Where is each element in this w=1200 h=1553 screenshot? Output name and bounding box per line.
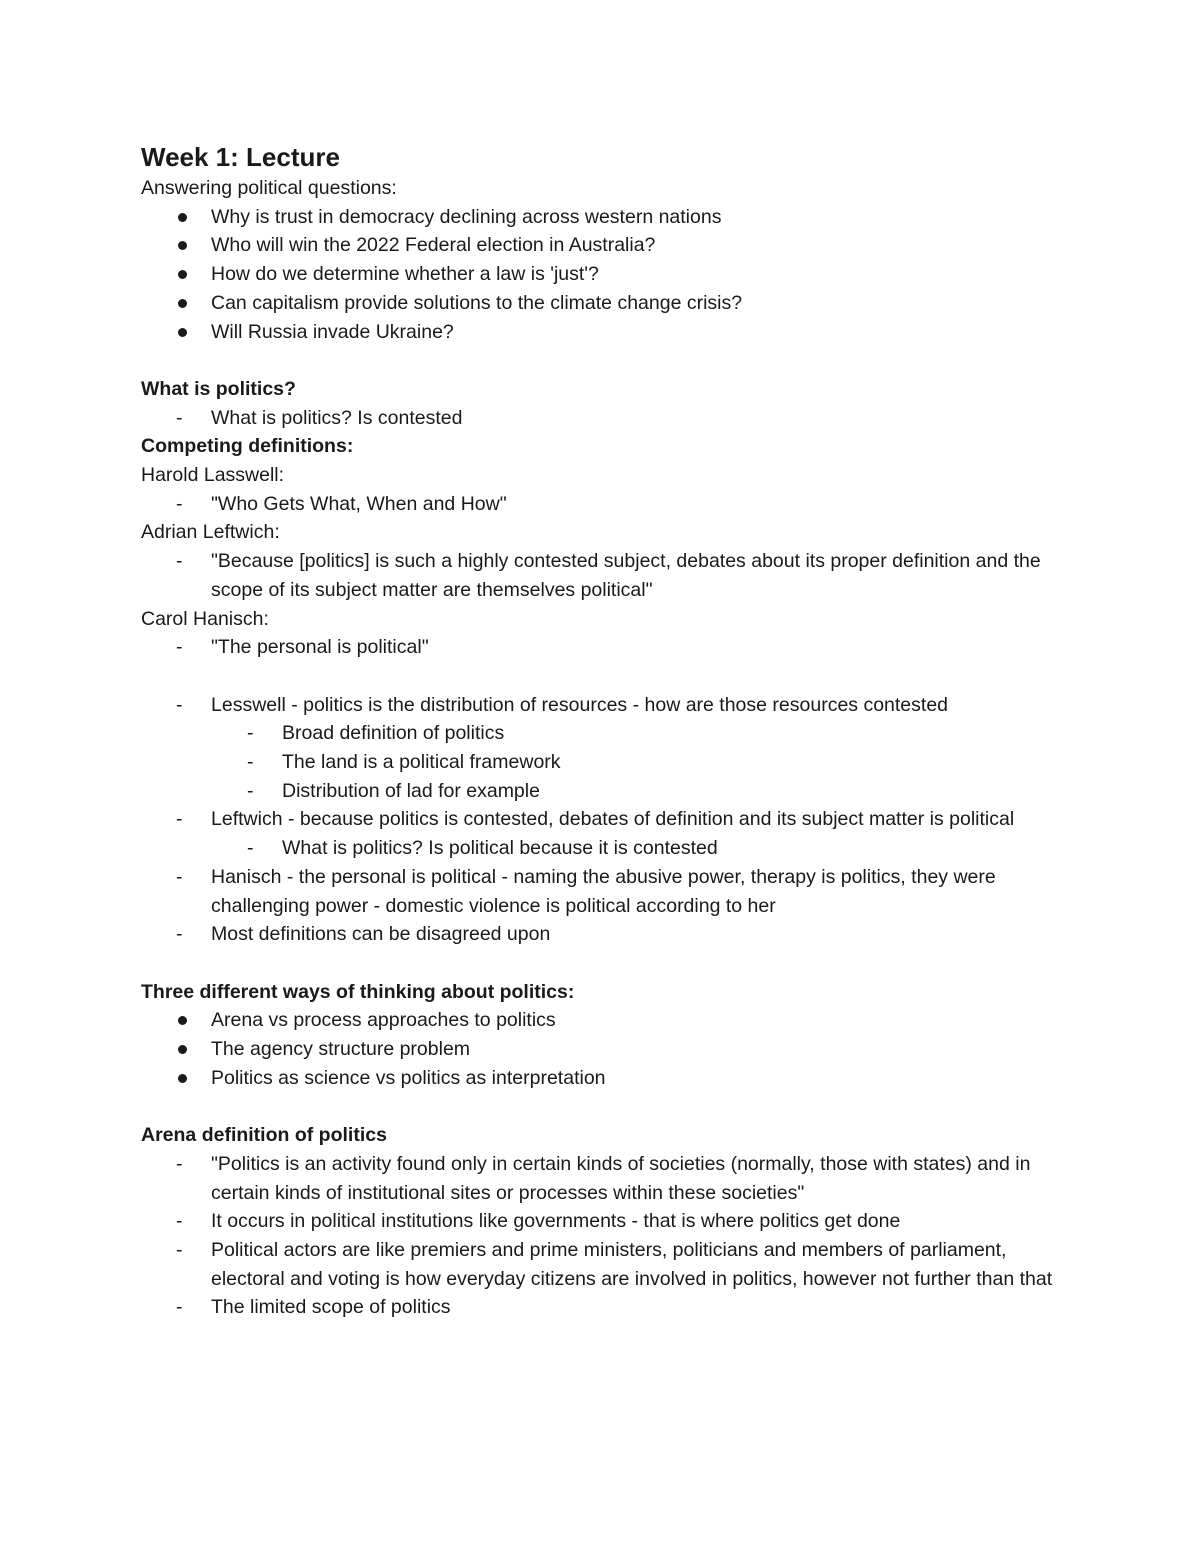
list-item: - What is politics? Is political because it is contested (141, 834, 1071, 863)
list-item: - "Politics is an activity found only in certain kinds of societies (normally, those with states) and in certain kinds of institutional sites or processes within these societies" (141, 1150, 1071, 1207)
document-page (141, 140, 1071, 1322)
list-item: - Lesswell - politics is the distribution of resources - how are those resources contested (141, 691, 1071, 720)
list-item: - "Because [politics] is such a highly contested subject, debates about its proper definition and the scope of its subject matter are themselves political" (141, 547, 1071, 604)
author-name: Carol Hanisch: (141, 607, 269, 630)
list-item: How do we determine whether a law is 'just'? (141, 260, 1071, 289)
list-item: Who will win the 2022 Federal election in Australia? (141, 231, 1071, 260)
list-item: - The land is a political framework (141, 748, 1071, 777)
dash-marker: - (176, 1210, 183, 1233)
bullet-icon (178, 213, 187, 222)
questions-list (141, 203, 1071, 347)
bullet-icon (178, 1016, 187, 1025)
list-item: - Political actors are like premiers and prime ministers, politicians and members of parliament, electoral and voting is how everyday citizens are involved in politics, however not further than that (141, 1236, 1071, 1293)
dash-marker: - (247, 779, 254, 802)
list-item: Politics as science vs politics as interpretation (141, 1064, 1071, 1093)
dash-marker: - (247, 837, 254, 860)
spacer (141, 1092, 1071, 1121)
spacer (141, 662, 1071, 691)
section-heading: What is politics? (141, 377, 296, 400)
bullet-icon (178, 299, 187, 308)
list-item: Arena vs process approaches to politics (141, 1006, 1071, 1035)
section-heading: Competing definitions: (141, 435, 354, 458)
list-item: - Broad definition of politics (141, 719, 1071, 748)
spacer (141, 949, 1071, 978)
bullet-icon (178, 241, 187, 250)
dash-marker: - (247, 751, 254, 774)
list-item: Will Russia invade Ukraine? (141, 318, 1071, 347)
lasswell-list (141, 490, 1071, 519)
list-item: - It occurs in political institutions like governments - that is where politics get done (141, 1207, 1071, 1236)
list-item: - "The personal is political" (141, 633, 1071, 662)
list-item: - What is politics? Is contested (141, 404, 1071, 433)
list-item: - The limited scope of politics (141, 1293, 1071, 1322)
arena-list (141, 1150, 1071, 1322)
bullet-icon (178, 270, 187, 279)
bullet-icon (178, 1074, 187, 1083)
dash-marker: - (176, 1296, 183, 1319)
list-item: The agency structure problem (141, 1035, 1071, 1064)
list-item: - Distribution of lad for example (141, 777, 1071, 806)
list-item: Can capitalism provide solutions to the climate change crisis? (141, 289, 1071, 318)
dash-marker: - (176, 693, 183, 716)
dash-marker: - (176, 808, 183, 831)
dash-marker: - (176, 923, 183, 946)
notes-list (141, 691, 1071, 949)
what-is-politics-list (141, 404, 1071, 433)
dash-marker: - (247, 722, 254, 745)
bullet-icon (178, 1045, 187, 1054)
dash-marker: - (176, 636, 183, 659)
list-item: - Most definitions can be disagreed upon (141, 920, 1071, 949)
section-heading: Three different ways of thinking about politics: (141, 980, 575, 1003)
bullet-icon (178, 328, 187, 337)
list-item: Why is trust in democracy declining across western nations (141, 203, 1071, 232)
dash-marker: - (176, 1152, 183, 1175)
dash-marker: - (176, 550, 183, 573)
author-name: Adrian Leftwich: (141, 521, 280, 544)
section-heading: Arena definition of politics (141, 1124, 387, 1147)
leftwich-list (141, 547, 1071, 604)
spacer (141, 346, 1071, 375)
dash-marker: - (176, 406, 183, 429)
dash-marker: - (176, 492, 183, 515)
list-item: - "Who Gets What, When and How" (141, 490, 1071, 519)
three-ways-list (141, 1006, 1071, 1092)
dash-marker: - (176, 865, 183, 888)
dash-marker: - (176, 1238, 183, 1261)
hanisch-list (141, 633, 1071, 662)
list-item: - Leftwich - because politics is contested, debates of definition and its subject matter is political (141, 805, 1071, 834)
list-item: - Hanisch - the personal is political - naming the abusive power, therapy is politics, they were challenging power - domestic violence is political according to her (141, 863, 1071, 920)
author-name: Harold Lasswell: (141, 464, 285, 487)
intro-text: Answering political questions: (141, 177, 397, 199)
page-title: Week 1: Lecture (141, 142, 340, 172)
